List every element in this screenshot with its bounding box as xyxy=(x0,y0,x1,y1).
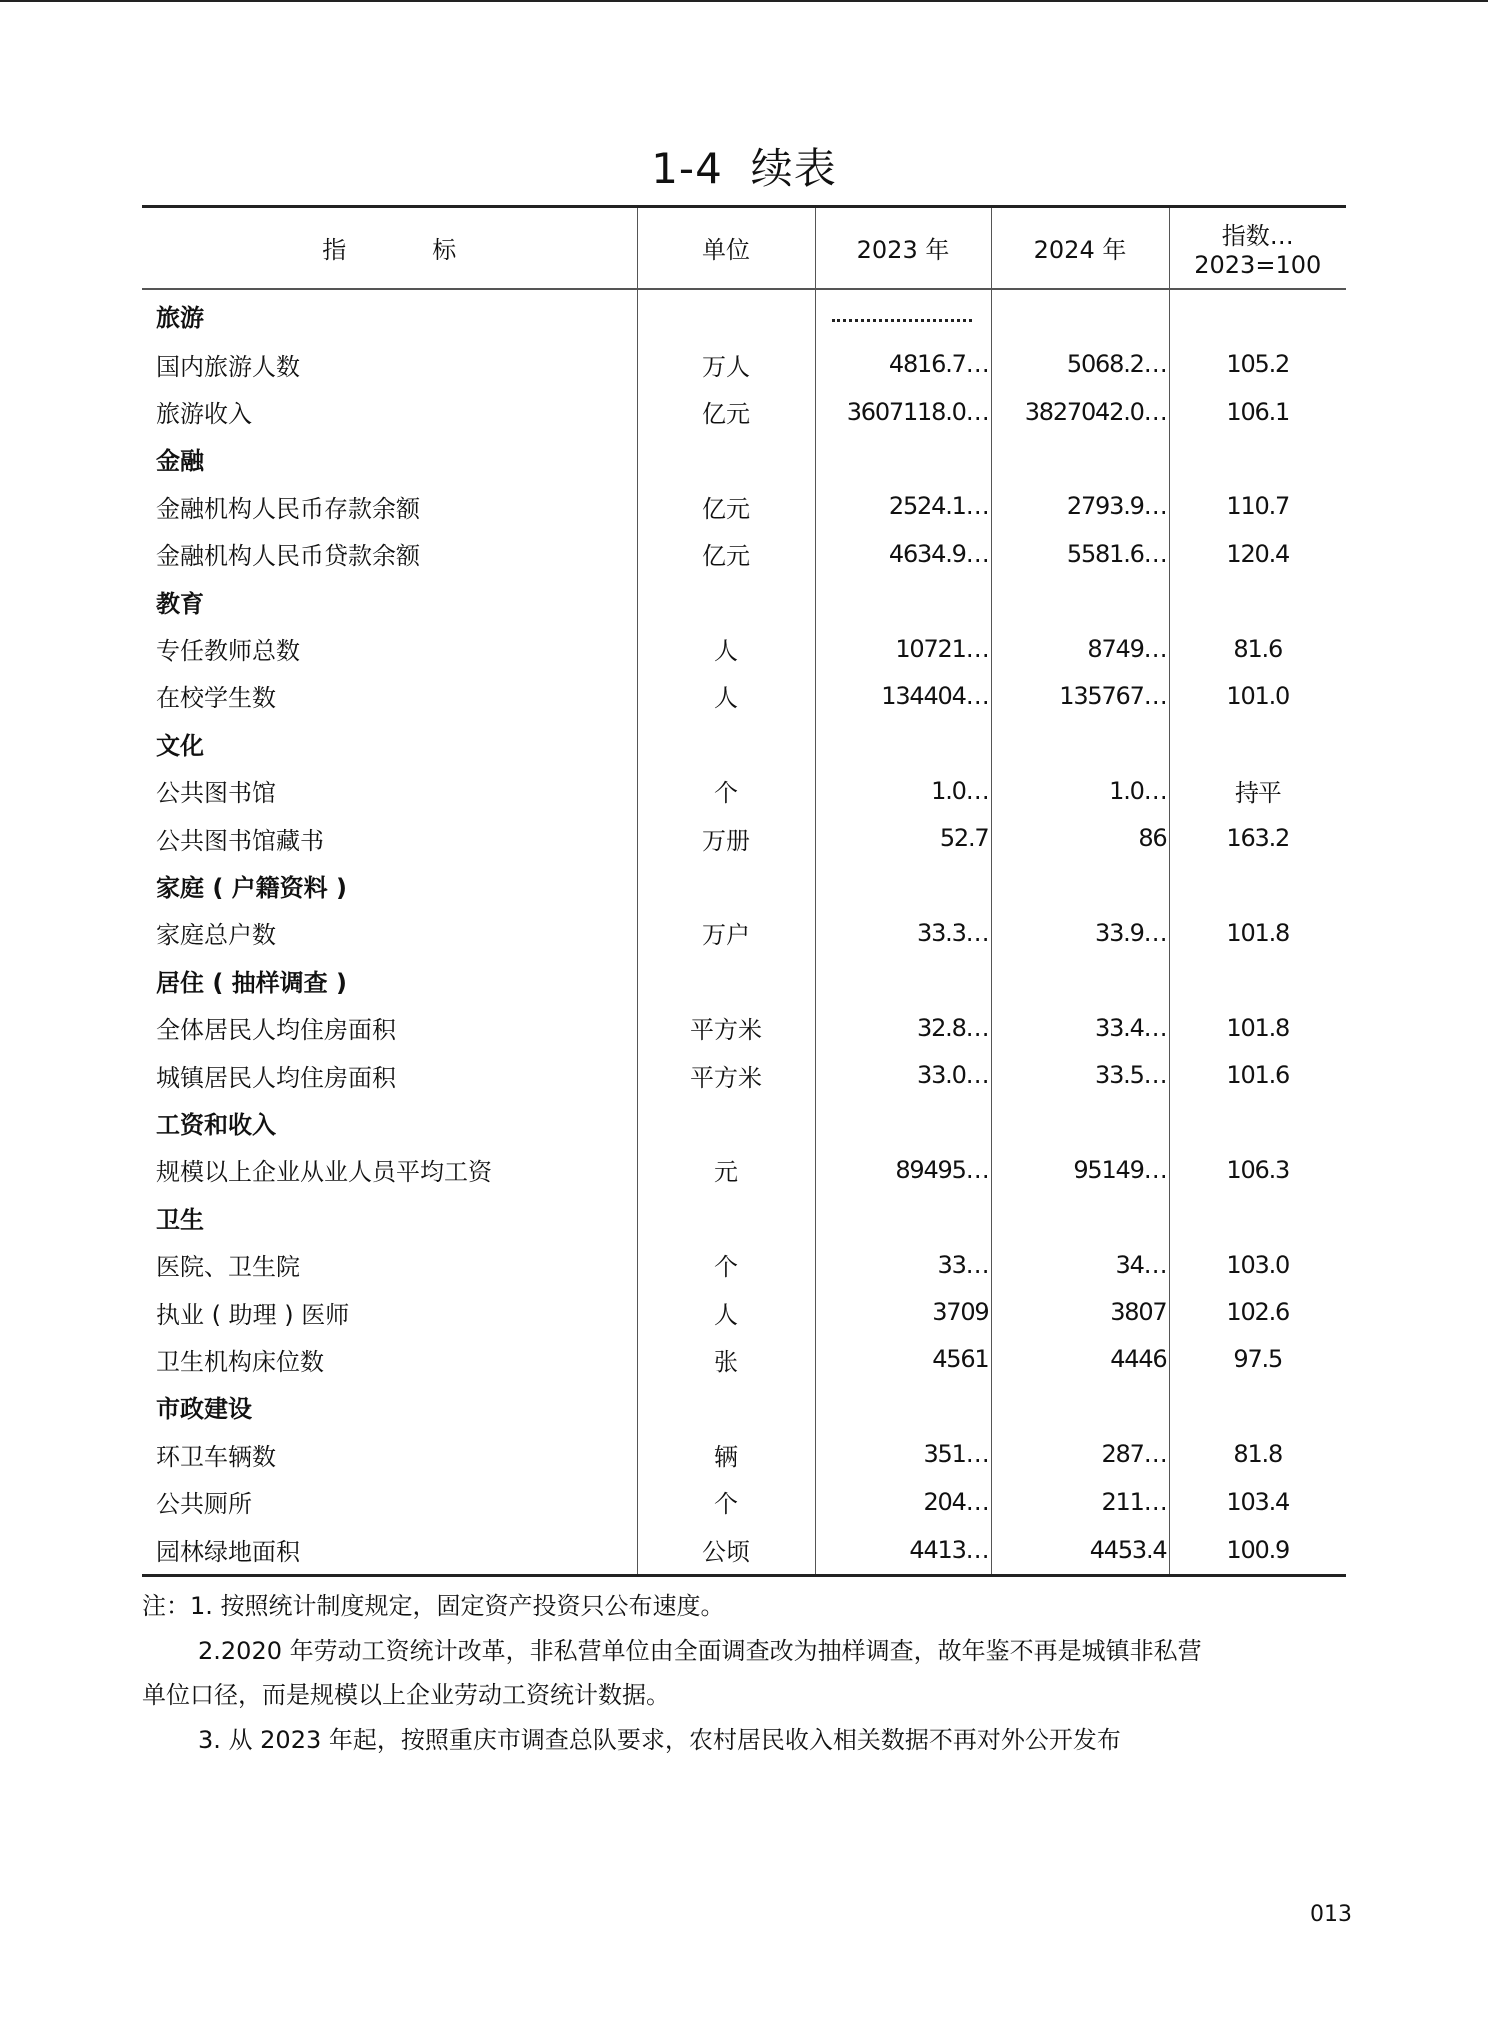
table-row xyxy=(142,1478,1346,1525)
cell-y2024: 33.9… xyxy=(991,909,1169,956)
table-row xyxy=(142,814,1346,861)
table-row xyxy=(142,530,1346,577)
cell-index: 81.6 xyxy=(1169,625,1346,672)
cell-name: 旅游收入 xyxy=(156,400,252,429)
cell-index xyxy=(1169,862,1346,909)
cell-y2024 xyxy=(991,435,1169,482)
statistics-table xyxy=(142,205,1346,1577)
cell-y2024: 95149… xyxy=(991,1146,1169,1193)
cell-index: 106.1 xyxy=(1169,388,1346,435)
cell-index: 100.9 xyxy=(1169,1525,1346,1575)
cell-unit xyxy=(637,435,815,482)
cell-name: 公共厕所 xyxy=(156,1490,252,1519)
cell-y2024: 3827042.0… xyxy=(991,388,1169,435)
category-row xyxy=(142,577,1346,624)
page-top-border xyxy=(0,0,1488,2)
cell-y2023: 33.0… xyxy=(815,1051,991,1098)
table-row xyxy=(142,767,1346,814)
cell-y2023: 1.0… xyxy=(815,767,991,814)
table-row xyxy=(142,388,1346,435)
cell-name: 市政建设 xyxy=(156,1395,252,1424)
cell-y2024: 33.4… xyxy=(991,1004,1169,1051)
cell-index: 97.5 xyxy=(1169,1336,1346,1383)
cell-index: 101.0 xyxy=(1169,672,1346,719)
cell-unit: 公顷 xyxy=(637,1525,815,1575)
table-row xyxy=(142,1051,1346,1098)
category-row xyxy=(142,1099,1346,1146)
cell-unit: 亿元 xyxy=(637,530,815,577)
cell-index: 81.8 xyxy=(1169,1430,1346,1477)
cell-y2023: 4816.7… xyxy=(815,341,991,388)
table-row xyxy=(142,1241,1346,1288)
cell-unit: 平方米 xyxy=(637,1051,815,1098)
header-2023: 2023 年 xyxy=(815,207,991,289)
cell-name: 家庭 ( 户籍资料 ) xyxy=(156,873,348,902)
cell-y2024: 4453.4 xyxy=(991,1525,1169,1575)
cell-unit xyxy=(637,1194,815,1241)
table-header-row xyxy=(142,207,1346,289)
notes xyxy=(142,1584,1346,1762)
cell-y2024 xyxy=(991,1194,1169,1241)
cell-y2023: 10721… xyxy=(815,625,991,672)
cell-unit: 人 xyxy=(637,672,815,719)
cell-unit: 张 xyxy=(637,1336,815,1383)
cell-y2023: 134404… xyxy=(815,672,991,719)
cell-y2024: 86 xyxy=(991,814,1169,861)
cell-y2023: 3709 xyxy=(815,1288,991,1335)
cell-y2024 xyxy=(991,720,1169,767)
cell-name: 金融机构人民币贷款余额 xyxy=(156,542,420,571)
cell-name: 工资和收入 xyxy=(156,1110,276,1139)
cell-index: 103.0 xyxy=(1169,1241,1346,1288)
cell-unit: 亿元 xyxy=(637,483,815,530)
table-row xyxy=(142,625,1346,672)
table-row xyxy=(142,1288,1346,1335)
category-row xyxy=(142,289,1346,341)
cell-name: 公共图书馆 xyxy=(156,779,276,808)
cell-name: 全体居民人均住房面积 xyxy=(156,1016,396,1045)
table-number: 1-4 xyxy=(651,144,723,193)
cell-y2023: 2524.1… xyxy=(815,483,991,530)
cell-index: 163.2 xyxy=(1169,814,1346,861)
cell-index: 103.4 xyxy=(1169,1478,1346,1525)
cell-y2023: 52.7 xyxy=(815,814,991,861)
category-row xyxy=(142,720,1346,767)
cell-unit: 个 xyxy=(637,767,815,814)
cell-name: 旅游 xyxy=(156,303,204,332)
dotted-rule xyxy=(832,319,972,322)
table-row xyxy=(142,1525,1346,1575)
header-unit: 单位 xyxy=(637,207,815,289)
category-row xyxy=(142,435,1346,482)
table-row xyxy=(142,1336,1346,1383)
cell-y2024 xyxy=(991,1383,1169,1430)
cell-y2024: 1.0… xyxy=(991,767,1169,814)
cell-unit: 辆 xyxy=(637,1430,815,1477)
cell-name: 医院、卫生院 xyxy=(156,1253,300,1282)
header-index: 指数… 2023=100 xyxy=(1169,207,1346,289)
cell-y2023: 4561 xyxy=(815,1336,991,1383)
note-1: 注：1. 按照统计制度规定，固定资产投资只公布速度。 xyxy=(142,1592,725,1620)
cell-y2024: 8749… xyxy=(991,625,1169,672)
table-row xyxy=(142,1146,1346,1193)
cell-name: 居住 ( 抽样调查 ) xyxy=(156,968,348,997)
cell-index: 101.6 xyxy=(1169,1051,1346,1098)
cell-index xyxy=(1169,957,1346,1004)
cell-y2023: 33… xyxy=(815,1241,991,1288)
cell-y2024: 5581.6… xyxy=(991,530,1169,577)
cell-y2023: 32.8… xyxy=(815,1004,991,1051)
cell-index xyxy=(1169,1099,1346,1146)
cell-y2024: 34… xyxy=(991,1241,1169,1288)
cell-y2024: 211… xyxy=(991,1478,1169,1525)
cell-index: 101.8 xyxy=(1169,1004,1346,1051)
cell-index: 101.8 xyxy=(1169,909,1346,956)
cell-index xyxy=(1169,577,1346,624)
cell-index: 持平 xyxy=(1169,767,1346,814)
cell-name: 卫生机构床位数 xyxy=(156,1347,324,1376)
cell-unit xyxy=(637,720,815,767)
cell-unit xyxy=(637,289,815,341)
cell-name: 公共图书馆藏书 xyxy=(156,826,324,855)
cell-name: 文化 xyxy=(156,731,204,760)
cell-y2023 xyxy=(815,577,991,624)
cell-unit: 人 xyxy=(637,625,815,672)
cell-y2024 xyxy=(991,577,1169,624)
category-row xyxy=(142,862,1346,909)
cell-unit xyxy=(637,1383,815,1430)
note-3: 3. 从 2023 年起，按照重庆市调查总队要求，农村居民收入相关数据不再对外公开发布 xyxy=(198,1725,1121,1754)
category-row xyxy=(142,957,1346,1004)
cell-index xyxy=(1169,1383,1346,1430)
cell-y2023: 4634.9… xyxy=(815,530,991,577)
cell-y2023: 204… xyxy=(815,1478,991,1525)
cell-index: 106.3 xyxy=(1169,1146,1346,1193)
table-title: 续表 xyxy=(750,144,837,193)
header-indicator: 指 标 xyxy=(142,207,637,289)
cell-unit xyxy=(637,957,815,1004)
cell-unit: 元 xyxy=(637,1146,815,1193)
cell-y2024 xyxy=(991,862,1169,909)
cell-y2023 xyxy=(815,435,991,482)
cell-name: 专任教师总数 xyxy=(156,637,300,666)
table-row xyxy=(142,341,1346,388)
cell-name: 在校学生数 xyxy=(156,684,276,713)
cell-y2023 xyxy=(815,289,991,341)
cell-y2024: 5068.2… xyxy=(991,341,1169,388)
cell-y2024: 3807 xyxy=(991,1288,1169,1335)
cell-name: 金融 xyxy=(156,447,204,476)
cell-y2023: 33.3… xyxy=(815,909,991,956)
cell-name: 家庭总户数 xyxy=(156,921,276,950)
cell-y2023: 4413… xyxy=(815,1525,991,1575)
cell-unit: 平方米 xyxy=(637,1004,815,1051)
page-number: 013 xyxy=(1310,1902,1352,1927)
cell-unit: 万人 xyxy=(637,341,815,388)
cell-index xyxy=(1169,1194,1346,1241)
cell-index: 105.2 xyxy=(1169,341,1346,388)
cell-y2024: 33.5… xyxy=(991,1051,1169,1098)
cell-index: 102.6 xyxy=(1169,1288,1346,1335)
cell-unit: 亿元 xyxy=(637,388,815,435)
cell-y2024 xyxy=(991,1099,1169,1146)
note-2-cont: 单位口径，而是规模以上企业劳动工资统计数据。 xyxy=(142,1681,670,1709)
cell-name: 卫生 xyxy=(156,1205,204,1234)
cell-unit xyxy=(637,1099,815,1146)
page-title xyxy=(0,136,1488,196)
note-2: 2.2020 年劳动工资统计改革，非私营单位由全面调查改为抽样调查，故年鉴不再是城镇非私营 xyxy=(198,1636,1202,1665)
cell-name: 国内旅游人数 xyxy=(156,352,300,381)
cell-y2024: 135767… xyxy=(991,672,1169,719)
cell-index xyxy=(1169,435,1346,482)
cell-name: 金融机构人民币存款余额 xyxy=(156,494,420,523)
cell-name: 执业 ( 助理 ) 医师 xyxy=(156,1300,350,1329)
cell-y2024: 2793.9… xyxy=(991,483,1169,530)
cell-name: 规模以上企业从业人员平均工资 xyxy=(156,1158,492,1187)
table-row xyxy=(142,1004,1346,1051)
cell-index: 110.7 xyxy=(1169,483,1346,530)
cell-y2023 xyxy=(815,957,991,1004)
cell-unit: 万户 xyxy=(637,909,815,956)
cell-unit: 万册 xyxy=(637,814,815,861)
header-2024: 2024 年 xyxy=(991,207,1169,289)
cell-unit xyxy=(637,577,815,624)
cell-y2023 xyxy=(815,720,991,767)
cell-index xyxy=(1169,720,1346,767)
cell-y2024: 4446 xyxy=(991,1336,1169,1383)
cell-unit: 个 xyxy=(637,1241,815,1288)
table-row xyxy=(142,1430,1346,1477)
cell-y2023: 3607118.0… xyxy=(815,388,991,435)
category-row xyxy=(142,1194,1346,1241)
cell-index: 120.4 xyxy=(1169,530,1346,577)
cell-unit: 人 xyxy=(637,1288,815,1335)
cell-name: 教育 xyxy=(156,589,204,618)
cell-y2023 xyxy=(815,1383,991,1430)
cell-unit: 个 xyxy=(637,1478,815,1525)
table-row xyxy=(142,483,1346,530)
table-row xyxy=(142,672,1346,719)
cell-y2023: 89495… xyxy=(815,1146,991,1193)
cell-name: 环卫车辆数 xyxy=(156,1442,276,1471)
cell-y2024: 287… xyxy=(991,1430,1169,1477)
cell-name: 园林绿地面积 xyxy=(142,1525,637,1575)
cell-y2023 xyxy=(815,1194,991,1241)
cell-y2023 xyxy=(815,1099,991,1146)
cell-y2024 xyxy=(991,289,1169,341)
cell-y2023 xyxy=(815,862,991,909)
table-row xyxy=(142,909,1346,956)
cell-name: 城镇居民人均住房面积 xyxy=(156,1063,396,1092)
cell-unit xyxy=(637,862,815,909)
cell-index xyxy=(1169,289,1346,341)
category-row xyxy=(142,1383,1346,1430)
cell-y2023: 351… xyxy=(815,1430,991,1477)
cell-y2024 xyxy=(991,957,1169,1004)
